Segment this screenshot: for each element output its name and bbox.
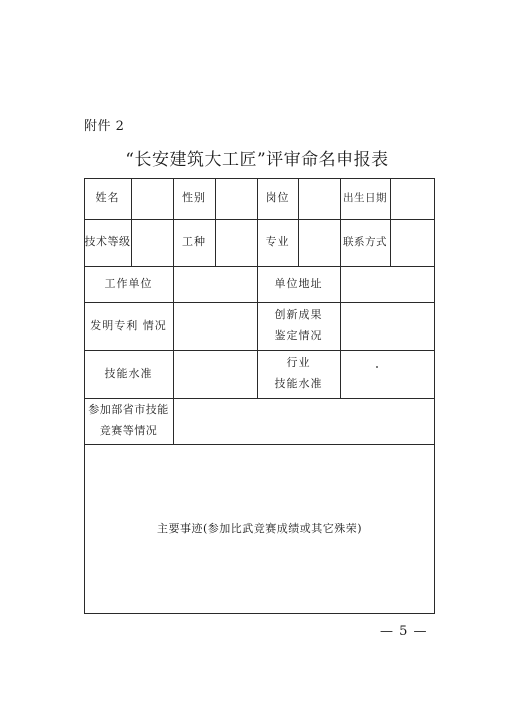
major-label: 专业 — [265, 235, 290, 249]
competition-label-line2: 竞赛等情况 — [99, 424, 158, 437]
unit-address-label: 单位地址 — [274, 276, 323, 290]
attachment-label: 附件 2 — [84, 119, 125, 134]
industry-skill-label-line1: 行业 — [286, 356, 311, 370]
patent-label: 发明专利 情况 — [90, 318, 167, 332]
table-line — [84, 613, 435, 614]
table-line — [434, 178, 435, 614]
competition-label-line1: 参加部省市技能 — [88, 403, 169, 417]
skill-level-label: 技能水准 — [104, 366, 153, 380]
position-label: 岗位 — [265, 191, 290, 205]
table-line — [131, 178, 132, 266]
gender-label: 性别 — [182, 191, 206, 205]
job-type-label: 工种 — [182, 235, 206, 249]
table-line — [390, 178, 391, 266]
table-line — [173, 266, 174, 398]
table-line — [298, 178, 299, 266]
table-line — [340, 266, 341, 398]
document-title: “长安建筑大工匠”评审命名申报表 — [125, 150, 389, 170]
innovation-label — [257, 302, 340, 350]
table-line — [173, 398, 174, 444]
table-line — [215, 178, 216, 266]
contact-label: 联系方式 — [343, 235, 387, 248]
tech-grade-label: 技术等级 — [84, 235, 131, 249]
page-number: — 5 — — [380, 624, 428, 639]
name-label: 姓名 — [95, 191, 120, 205]
industry-skill-label-line2: 技能水准 — [274, 377, 323, 390]
innovation-label-line1: 创新成果 — [274, 308, 323, 322]
table-line — [84, 444, 435, 445]
work-unit-label: 工作单位 — [104, 276, 153, 290]
innovation-label-line2: 鉴定情况 — [274, 329, 323, 342]
stray-mark — [376, 366, 378, 368]
birth-date-label: 出生日期 — [343, 191, 387, 204]
competition-label — [84, 398, 173, 444]
industry-skill-label — [257, 350, 340, 398]
main-deeds-label: 主要事迹(参加比武竞赛成绩或其它殊荣) — [156, 521, 363, 535]
